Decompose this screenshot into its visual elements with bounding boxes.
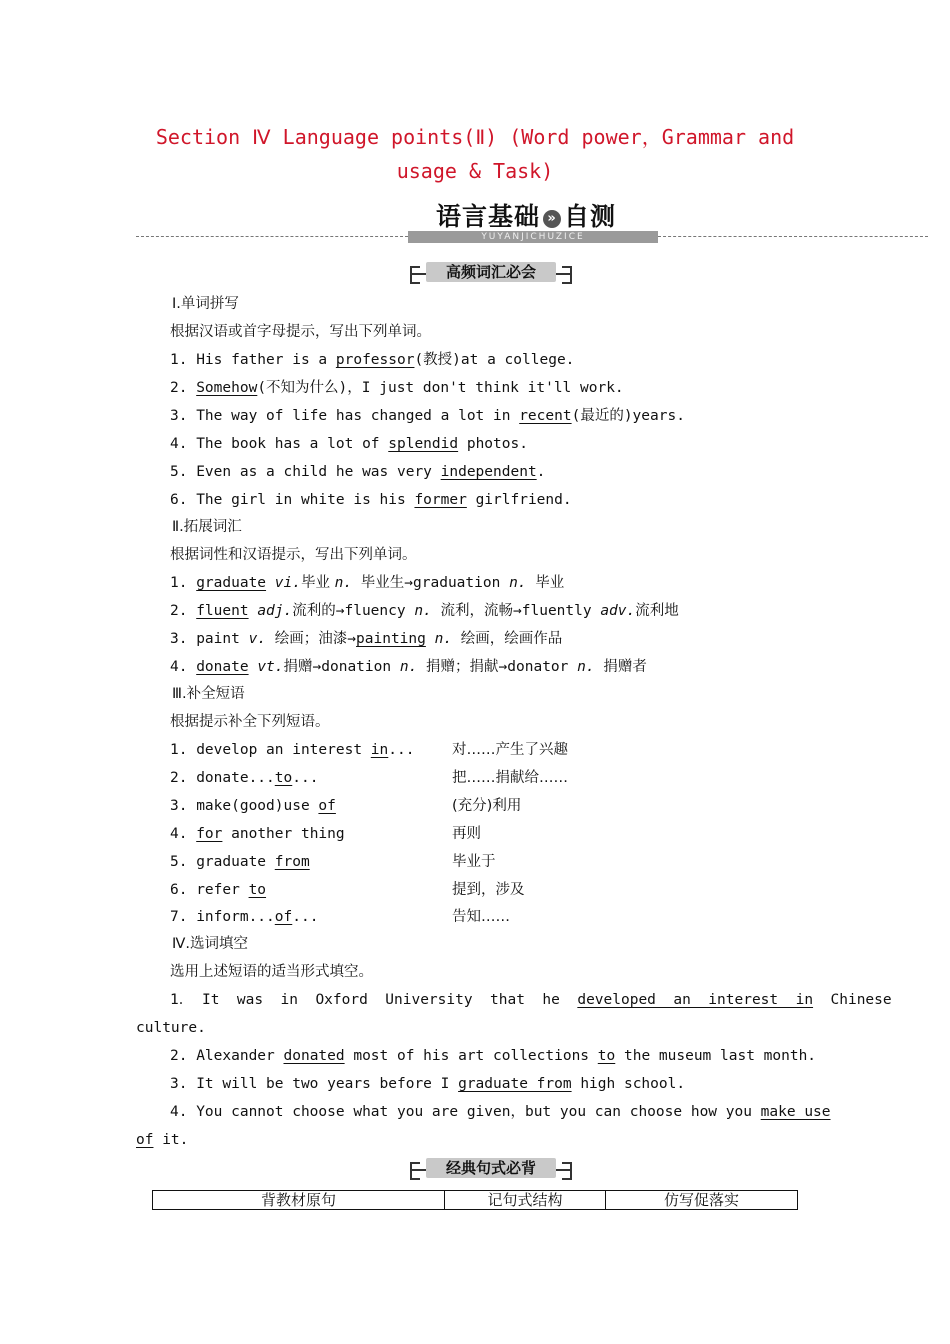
part3-meaning-5: 毕业于	[452, 854, 496, 870]
item-number: 4.	[170, 659, 188, 675]
page-title	[130, 120, 820, 188]
answer-blank: to	[248, 882, 267, 898]
part1-item-6	[170, 490, 572, 510]
part1-item-4	[170, 434, 528, 454]
part-of-speech: n.	[509, 575, 527, 591]
item-number: 5.	[170, 854, 188, 870]
answer-blank: former	[414, 492, 467, 508]
part-of-speech: n.	[399, 659, 418, 675]
item-number: 2.	[170, 380, 188, 396]
answer-blank: professor	[335, 352, 415, 368]
item-text: refer	[187, 882, 249, 898]
item-text	[187, 826, 196, 842]
part2-item-3	[170, 629, 562, 649]
answer-blank: from	[274, 854, 310, 870]
table-header-cell: 背教材原句	[153, 1191, 445, 1210]
meaning: 流利地	[635, 603, 679, 619]
part3-item-7	[170, 907, 318, 927]
item-text: make(good)use	[187, 798, 319, 814]
meaning: 捐赠→donation	[283, 659, 400, 675]
item-text: Alexander	[187, 1048, 284, 1064]
part2-heading: Ⅱ.拓展词汇	[172, 519, 242, 535]
section-heading-vocab	[410, 260, 572, 286]
item-number: 3.	[170, 408, 188, 424]
part4-question-4	[170, 1102, 831, 1122]
part-of-speech: vt.	[257, 659, 284, 675]
answer-blank: fluent	[196, 603, 249, 619]
answer-blank: painting	[356, 631, 426, 647]
answer-blank: donated	[283, 1048, 345, 1064]
part3-meaning-1: 对……产生了兴趣	[452, 742, 568, 758]
part3-meaning-2: 把……捐献给……	[452, 770, 568, 786]
item-number: 1.	[170, 575, 188, 591]
item-text: graduate	[187, 854, 275, 870]
heading-bracket-left	[410, 1162, 420, 1180]
answer-blank: to	[597, 1048, 616, 1064]
item-number: 4.	[170, 826, 188, 842]
answer-blank: to	[274, 770, 293, 786]
item-number: 7.	[170, 909, 188, 925]
answer-blank: independent	[440, 464, 537, 480]
meaning: 流利，流畅→fluently	[431, 603, 601, 619]
item-number: 1.	[170, 742, 188, 758]
item-text	[187, 380, 196, 396]
item-number: 4.	[170, 1104, 188, 1120]
heading-bracket-left	[410, 266, 420, 284]
item-text: The girl in white is his	[187, 492, 415, 508]
meaning: 流利的→fluency	[292, 603, 415, 619]
part3-instruction: 根据提示补全下列短语。	[170, 714, 330, 730]
part-of-speech: adv.	[600, 603, 636, 619]
meaning: 捐赠；捐献→donator	[417, 659, 578, 675]
banner-divider-right	[658, 236, 928, 237]
item-text: it.	[153, 1132, 189, 1148]
item-number: 5.	[170, 464, 188, 480]
part2-item-1	[170, 573, 564, 593]
item-text: photos.	[458, 436, 528, 452]
item-text: The book has a lot of	[187, 436, 389, 452]
item-text: paint	[196, 631, 249, 647]
item-number: 2.	[170, 1048, 188, 1064]
banner-title	[436, 197, 616, 233]
part3-item-5	[170, 852, 310, 872]
item-text: the museum last month.	[615, 1048, 817, 1064]
part-of-speech: adj.	[257, 603, 293, 619]
item-text: Even as a child he was very	[187, 464, 441, 480]
part2-item-4	[170, 657, 647, 677]
item-text: high school.	[571, 1076, 686, 1092]
answer-blank: recent	[519, 408, 572, 424]
title-line-1: Section Ⅳ Language points(Ⅱ) (Word power，Grammar and	[155, 125, 795, 149]
heading-label: 经典句式必背	[426, 1158, 556, 1178]
heading-bracket-right	[562, 266, 572, 284]
item-text: ...	[292, 909, 319, 925]
answer-blank: splendid	[388, 436, 459, 452]
item-text: .	[536, 464, 546, 480]
title-line-2: usage & Task)	[396, 159, 554, 183]
part3-item-3	[170, 796, 336, 816]
part4-question-4-cont	[136, 1130, 188, 1150]
part3-meaning-3: (充分)利用	[452, 798, 522, 814]
meaning: 毕业生→graduation	[352, 575, 510, 591]
sentence-table	[152, 1190, 798, 1210]
item-text: most of his art collections	[344, 1048, 598, 1064]
part3-item-1	[170, 740, 414, 760]
item-text: (最近的)years.	[571, 408, 685, 424]
answer-blank: graduate	[196, 575, 267, 591]
item-number: 3.	[170, 631, 188, 647]
item-text: another thing	[222, 826, 345, 842]
item-text: The way of life has changed a lot in	[187, 408, 520, 424]
item-number: 3.	[170, 1076, 188, 1092]
item-number: 6.	[170, 492, 188, 508]
answer-blank: developed an interest in	[577, 992, 814, 1008]
part3-meaning-4: 再则	[452, 826, 481, 842]
answer-blank: of	[136, 1132, 154, 1148]
item-number: 2.	[170, 770, 188, 786]
part3-meaning-6: 提到，涉及	[452, 882, 525, 898]
part1-item-2	[170, 378, 624, 398]
item-number: 1.	[170, 352, 188, 368]
part3-meaning-7: 告知……	[452, 909, 510, 925]
table-header-row	[153, 1191, 798, 1210]
part3-item-6	[170, 880, 266, 900]
part2-instruction: 根据词性和汉语提示，写出下列单词。	[170, 547, 417, 563]
part-of-speech: n.	[577, 659, 595, 675]
part2-item-2	[170, 601, 679, 621]
item-number: 4.	[170, 436, 188, 452]
answer-blank: donate	[196, 659, 249, 675]
chevron-right-icon: »	[543, 210, 561, 228]
part1-item-1	[170, 350, 574, 370]
part4-question-3	[170, 1074, 685, 1094]
item-text: Chinese	[813, 992, 892, 1008]
item-text: ...	[388, 742, 415, 758]
item-text: ...	[292, 770, 319, 786]
answer-blank: in	[370, 742, 389, 758]
answer-blank: graduate from	[458, 1076, 572, 1092]
meaning: 绘画；油漆→	[266, 631, 357, 647]
meaning: 捐赠者	[594, 659, 647, 675]
part-of-speech: n.	[334, 575, 353, 591]
item-text: His father is a	[187, 352, 336, 368]
item-number: 6.	[170, 882, 188, 898]
meaning: 毕业	[526, 575, 565, 591]
table-header-cell: 仿写促落实	[606, 1191, 798, 1210]
part1-instruction: 根据汉语或首字母提示，写出下列单词。	[170, 324, 431, 340]
part4-heading: Ⅳ.选词填空	[172, 936, 248, 952]
answer-blank: of	[274, 909, 293, 925]
answer-blank: make use	[760, 1104, 831, 1120]
item-text: It will be two years before I	[187, 1076, 459, 1092]
part4-question-2	[170, 1046, 816, 1066]
item-number: 1．	[170, 992, 194, 1008]
table-header-cell: 记句式结构	[445, 1191, 606, 1210]
meaning: 毕业	[300, 575, 335, 591]
item-text: You cannot choose what you are given，but you can choose how you	[187, 1104, 761, 1120]
part4-question-1-cont: culture.	[136, 1020, 206, 1036]
part1-item-5	[170, 462, 545, 482]
part3-item-4	[170, 824, 345, 844]
item-text: (不知为什么)，I just don't think it'll work.	[257, 380, 624, 396]
answer-blank: for	[196, 826, 223, 842]
part-of-speech: n.	[414, 603, 432, 619]
heading-bracket-right	[562, 1162, 572, 1180]
part-of-speech: v.	[248, 631, 267, 647]
banner-subtitle: YUYANJICHUZICE	[408, 231, 658, 243]
section-heading-sentences	[410, 1156, 572, 1182]
item-text: It was in Oxford University that he	[193, 992, 578, 1008]
part-of-speech: vi.	[274, 575, 301, 591]
part1-item-3	[170, 406, 685, 426]
item-text: develop an interest	[187, 742, 371, 758]
part1-heading: Ⅰ.单词拼写	[172, 296, 239, 312]
item-number: 3.	[170, 798, 188, 814]
part-of-speech: n.	[434, 631, 453, 647]
part3-heading: Ⅲ.补全短语	[172, 686, 245, 702]
part4-instruction: 选用上述短语的适当形式填空。	[170, 964, 373, 980]
item-text: donate...	[187, 770, 275, 786]
answer-blank: of	[318, 798, 336, 814]
meaning: 绘画，绘画作品	[452, 631, 563, 647]
answer-blank: Somehow	[196, 380, 258, 396]
part4-question-1	[170, 990, 892, 1010]
banner-title-b: 自测	[564, 202, 617, 231]
item-text: inform...	[187, 909, 275, 925]
part3-item-2	[170, 768, 318, 788]
banner-divider-left	[136, 236, 408, 237]
item-text: girlfriend.	[466, 492, 572, 508]
heading-label: 高频词汇必会	[426, 262, 556, 282]
banner-title-a: 语言基础	[436, 202, 541, 231]
item-text: (教授)at a college.	[414, 352, 575, 368]
item-number: 2.	[170, 603, 188, 619]
